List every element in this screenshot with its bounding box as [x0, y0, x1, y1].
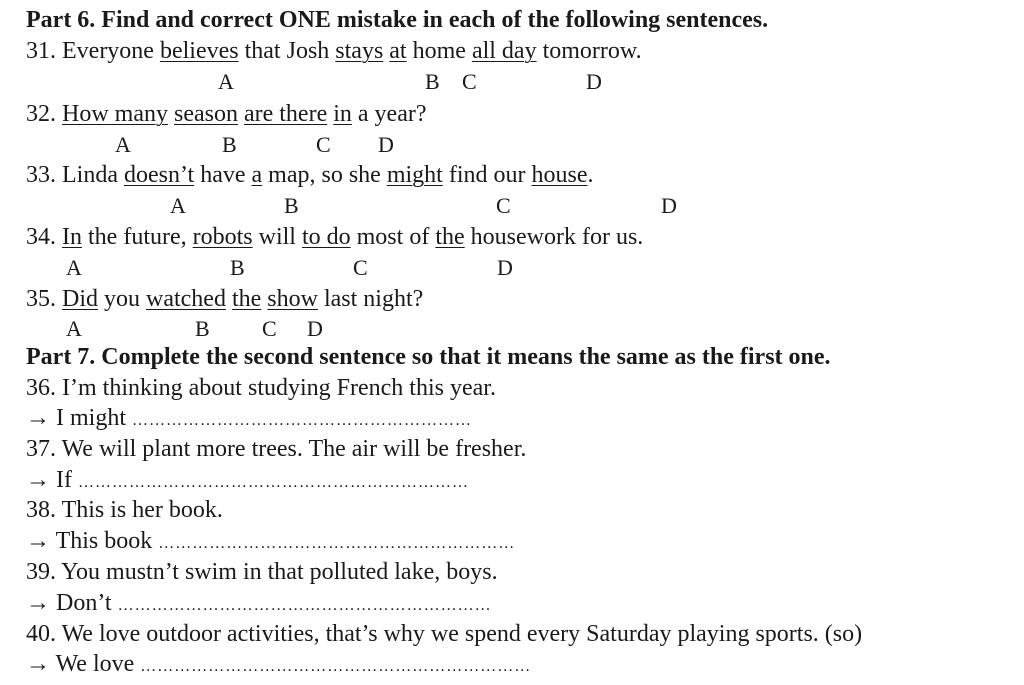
q33-label-a: A [170, 193, 186, 218]
q35-label-d: D [307, 316, 323, 341]
q34-label-b: B [230, 255, 245, 280]
q31-option-c: at [389, 38, 407, 64]
question-35 [26, 285, 423, 313]
q32-option-d: in [333, 101, 352, 127]
q35-label-a: A [66, 316, 82, 341]
q32-label-b: B [222, 132, 237, 157]
q32-text: 32. [26, 101, 62, 127]
question-39: 39. You mustn’t swim in that polluted lake, boys. [26, 559, 498, 585]
answer-prompt-36: I might [56, 405, 132, 431]
answer-prompt-39: Don’t [56, 590, 118, 616]
q34-text: the future, [82, 224, 193, 250]
q33-text: find our [442, 162, 532, 188]
q31-text: that Josh [238, 38, 336, 64]
answer-line-38 [26, 527, 515, 558]
question-37: 37. We will plant more trees. The air will be fresher. [26, 436, 527, 462]
answer-prompt-38: This book [55, 528, 159, 554]
q34-label-c: C [353, 255, 368, 280]
q31-label-b: B [425, 69, 440, 94]
q32-text: a year? [351, 101, 427, 127]
q34-text: 34. [26, 224, 62, 250]
q33-text: map, so she [262, 162, 387, 188]
part7-heading: Part 7. Complete the second sentence so that it means the same as the first one. [26, 344, 831, 370]
q34-label-d: D [497, 255, 513, 280]
q33-text: . [587, 162, 594, 188]
arrow-icon: → [26, 405, 50, 431]
q34-label-a: A [66, 255, 82, 280]
q34-option-b: robots [192, 224, 253, 250]
answer-line-37 [26, 466, 469, 497]
q32-option-a: How many [62, 101, 168, 127]
q33-option-d: house [531, 162, 588, 188]
q31-label-d: D [586, 69, 602, 94]
q31-option-a: believes [159, 38, 239, 64]
q35-label-c: C [262, 316, 277, 341]
q35-option-c: the [231, 286, 262, 312]
q31-label-c: C [462, 69, 477, 94]
arrow-icon: → [26, 467, 50, 493]
q31-option-d: all day [471, 38, 537, 64]
arrow-icon: → [26, 651, 50, 677]
arrow-icon: → [26, 590, 50, 616]
question-38: 38. This is her book. [26, 497, 223, 523]
q32-option-c: are there [243, 101, 328, 127]
part6-heading: Part 6. Find and correct ONE mistake in each of the following sentences. [26, 7, 769, 33]
q34-option-a: In [62, 224, 82, 250]
q32-label-a: A [115, 132, 131, 157]
q32-label-d: D [378, 132, 394, 157]
q31-text: home [406, 38, 472, 64]
question-36: 36. I’m thinking about studying French this year. [26, 375, 496, 401]
q32-label-c: C [316, 132, 331, 157]
q33-option-a: doesn’t [123, 162, 195, 188]
q34-option-d: the [435, 224, 465, 250]
q35-text: last night? [317, 286, 424, 312]
question-31 [26, 37, 642, 65]
answer-blank-40[interactable]: …………………………………………………………… [140, 658, 532, 675]
q33-text: 33. Linda [26, 162, 124, 188]
q31-text: 31. Everyone [26, 38, 160, 64]
q33-option-c: might [386, 162, 443, 188]
answer-prompt-40: We love [55, 651, 141, 677]
q35-option-d: show [267, 286, 318, 312]
q33-label-d: D [661, 193, 677, 218]
question-32 [26, 100, 427, 128]
question-34 [26, 223, 643, 251]
answer-blank-36[interactable]: …………………………………………………… [132, 412, 472, 429]
q31-text: tomorrow. [536, 38, 642, 64]
q35-label-b: B [195, 316, 210, 341]
q32-option-b: season [173, 101, 238, 127]
answer-blank-39[interactable]: ………………………………………………………… [117, 597, 492, 614]
q33-label-c: C [496, 193, 511, 218]
q33-option-b: a [251, 162, 263, 188]
answer-line-36 [26, 404, 472, 435]
question-33 [26, 161, 594, 189]
q34-text: housework for us. [464, 224, 644, 250]
q33-text: have [194, 162, 252, 188]
question-40: 40. We love outdoor activities, that’s why we spend every Saturday playing sports. (so) [26, 621, 863, 647]
q31-option-b: stays [335, 38, 384, 64]
q35-option-a: Did [62, 286, 98, 312]
answer-blank-37[interactable]: …………………………………………………………… [77, 474, 469, 491]
q35-text: 35. [26, 286, 62, 312]
q35-option-b: watched [146, 286, 226, 312]
q31-label-a: A [218, 69, 234, 94]
answer-blank-38[interactable]: ……………………………………………………… [158, 535, 516, 552]
q35-text: you [98, 286, 146, 312]
q33-label-b: B [284, 193, 299, 218]
q34-text: most of [350, 224, 436, 250]
arrow-icon: → [26, 528, 50, 554]
q34-option-c: to do [301, 224, 351, 250]
q34-text: will [252, 224, 302, 250]
answer-prompt-37: If [56, 467, 78, 493]
answer-line-40 [26, 650, 531, 681]
answer-line-39 [26, 589, 492, 620]
